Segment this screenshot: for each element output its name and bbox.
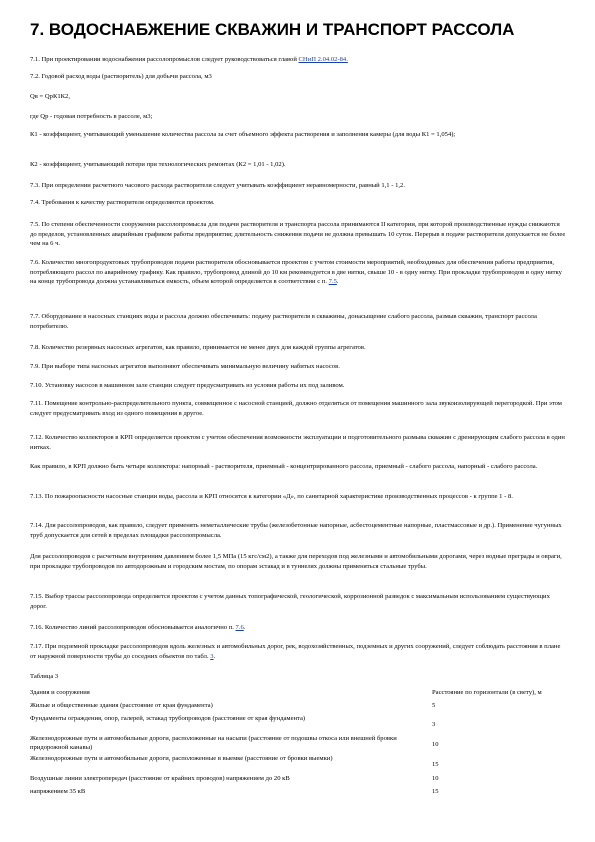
formula-definition-k2: К2 - коэффициент, учитывающий потери при технологических ремонтах (К2 = 1,01 - 1,02). xyxy=(30,161,286,168)
paragraph-7-8: 7.8. Количество резервных насосных агрегатов, как правило, принимается не менее двух для каждой группы агрегатов. xyxy=(30,344,366,351)
table-header-row xyxy=(30,689,570,702)
paragraph-7-11: 7.11. Помещение контрольно-распределительного пункта, совмещенное с насосной станцией, должно отделяться от помещения машинного зала звукоизолирующей перегородкой. При этом следует предусматривать вход из одного помещения в другое. xyxy=(30,400,562,417)
table-cell-object: Воздушные линии электропередач (расстояние от крайних проводов) напряжением до 20 кВ xyxy=(30,775,290,782)
paragraph-steel-pipes: Для рассолопроводов с расчетным внутренним давлением более 1,5 МПа (15 кгс/см2), а также для переходов под железными и автомобильными дорогами, через водные преграды и овраги, при прокладке трубопроводов по автодорожным и городским мостам, по опорам эстакад и в туннелях должны применяться стальные трубы. xyxy=(30,553,562,570)
paragraph-text: 7.1. При проектировании водоснабжения рассолопромыслов следует руководствоваться главой xyxy=(30,56,299,63)
table-row xyxy=(30,755,570,775)
paragraph-7-15: 7.15. Выбор трассы рассолопровода определяется проектом с учетом данных топографической, геологической, коррозионной разведок с максимальным использованием существующих дорог. xyxy=(30,593,550,610)
table-row xyxy=(30,715,570,735)
paragraph-text: 7.16. Количество линий рассолопроводов обосновывается аналогично п. xyxy=(30,624,236,631)
table-3-link[interactable]: 3 xyxy=(210,652,214,660)
clause-7-5-link[interactable]: 7.5 xyxy=(328,278,337,286)
paragraph-7-6: 7.6. Количество многопродуктовых трубопроводов подачи растворителя обосновывается проектом с учетом стоимости мероприятий, необходимых для обеспечения работы предприятия, потребляющего рассол по аварийному графику. Как правило, трубопровод длиной до 10 км рекомендуется в две нитки, свыше 10 - в одну нитку. При прокладке трубопроводов в одну нитку на конце трубопровода должна устанавливаться емкость, объем которой определяется в соответствии с п. 7.5. xyxy=(30,259,562,286)
table-header-buildings: Здания и сооружения xyxy=(30,689,90,696)
paragraph-text: 7.17. При подземной прокладке рассолопроводов вдоль железных и автомобильных дорог, рек, водохозяйственных, подземных и других сооружений, следует соблюдать расстояния в плане от наружной поверхности трубы до соседних объектов по табл. xyxy=(30,643,561,660)
table-row xyxy=(30,735,570,755)
paragraph-7-13: 7.13. По пожароопасности насосные станции воды, рассола и КРП относятся к категории «Д», по санитарной характеристике производственных процессов - к группе 1 - 8. xyxy=(30,493,513,500)
paragraph-7-2: 7.2. Годовой расход воды (растворитель) для добычи рассола, м3 xyxy=(30,73,212,80)
table-cell-distance: 15 xyxy=(432,760,439,768)
table-label: Таблица 3 xyxy=(30,673,59,680)
paragraph-7-1 xyxy=(30,55,568,65)
table-header-distance: Расстояние по горизонтали (в свету), м xyxy=(432,689,542,696)
paragraph-7-3: 7.3. При определении расчетного часового расхода растворителя следует учитывать коэффициент неравномерности, равный 1,1 - 1,2. xyxy=(30,182,405,189)
table-cell-object: Фундаменты ограждения, опор, галерей, эстакад трубопроводов (расстояние от края фундамента) xyxy=(30,715,306,722)
snip-link[interactable]: СНиП 2.04.02-84. xyxy=(298,56,348,63)
formula-definition-qr: где Qр - годовая потребность в рассоле, м3; xyxy=(30,113,153,120)
formula-definition-k1: К1 - коэффициент, учитывающий уменьшение количества рассола за счет объемного эффекта растворения и заполнения камеры (для воды К1 = 1,054); xyxy=(30,131,456,138)
table-cell-object: Жилые и общественные здания (расстояние от края фундамента) xyxy=(30,702,213,709)
paragraph-7-10: 7.10. Установку насосов в машинном зале станции следует предусматривать из условия работы их под заливом. xyxy=(30,382,345,389)
table-row xyxy=(30,702,570,715)
paragraph-text: 7.6. Количество многопродуктовых трубопроводов подачи растворителя обосновывается проектом с учетом стоимости мероприятий, необходимых для обеспечения работы предприятия, потребляющего рассол по аварийному графику. Как правило, трубопровод длиной до 10 км рекомендуется в две нитки, свыше 10 - в одну нитку. При прокладке трубопроводов в одну нитку на конце трубопровода должна устанавливаться емкость, объем которой определяется в соответствии с п. xyxy=(30,259,562,286)
paragraph-7-12: 7.12. Количество коллекторов в КРП определяется проектом с учетом обеспечения возможности эксплуатации и подготовительного размыва скважин с дренирующим слабого рассола в один нитках. xyxy=(30,434,565,451)
paragraph-7-4: 7.4. Требования к качеству растворителя определяются проектом. xyxy=(30,199,215,206)
table-cell-distance: 10 xyxy=(432,740,439,748)
table-cell-distance: 5 xyxy=(432,702,436,709)
paragraph-7-5: 7.5. По степени обеспеченности сооружения рассолопромысла для подачи растворителя и транспорта рассола принимаются II категории, при которой производственные нужды снижаются до пределов, установленных аварийным графиком работы предприятия; длительность снижения подачи не должна превышать 10 суток. Перерыв в подаче растворителя допускается не более чем на 6 ч. xyxy=(30,221,566,248)
paragraph-collectors: Как правило, в КРП должно быть четыре коллектора: напорный - растворителя, приемный - концентрированного рассола, приемный - слабого рассола, напорный - слабого рассола. xyxy=(30,463,538,470)
section-title: 7. ВОДОСНАБЖЕНИЕ СКВАЖИН И ТРАНСПОРТ РАССОЛА xyxy=(30,20,515,39)
table-cell-object: напряжением 35 кВ xyxy=(30,788,86,795)
table-row xyxy=(30,788,570,801)
paragraph-7-17: 7.17. При подземной прокладке рассолопроводов вдоль железных и автомобильных дорог, рек, водохозяйственных, подземных и других сооружений, следует соблюдать расстояния в плане от наружной поверхности трубы до соседних объектов по табл. 3. xyxy=(30,643,561,660)
table-cell-distance: 10 xyxy=(432,775,439,782)
paragraph-7-9: 7.9. При выборе типа насосных агрегатов выполняют обеспечивать минимальную величину набитых насосов. xyxy=(30,363,340,370)
paragraph-7-7: 7.7. Оборудование в насосных станциях воды и рассола должно обеспечивать: подачу растворителя в скважины, донасыщение слабого рассола, размыв скважин, транспорт рассола потребителю. xyxy=(30,313,537,330)
table-cell-object: Железнодорожные пути и автомобильные дороги, расположенные на насыпи (расстояние от подошвы откоса или внешней бровки придорожной канавы) xyxy=(30,735,397,751)
table-cell-distance: 3 xyxy=(432,720,436,728)
table-cell-object: Железнодорожные пути и автомобильные дороги, расположенные в выемке (расстояние от бровки выемки) xyxy=(30,755,333,762)
paragraph-7-14: 7.14. Для рассолопроводов, как правило, следует применять неметаллические трубы (железобетонные напорные, асбестоцементные напорные, пластмассовые и др.). Применение чугунных труб допускается для сетей в пределах площадки рассолопромысла. xyxy=(30,522,562,539)
distances-table xyxy=(30,689,570,801)
paragraph-7-16: 7.16. Количество линий рассолопроводов обосновывается аналогично п. 7.6. xyxy=(30,624,246,631)
formula: Qв = QрК1К2, xyxy=(30,93,70,100)
clause-7-6-link[interactable]: 7.6 xyxy=(235,624,244,631)
table-cell-distance: 15 xyxy=(432,788,439,795)
table-row xyxy=(30,775,570,788)
